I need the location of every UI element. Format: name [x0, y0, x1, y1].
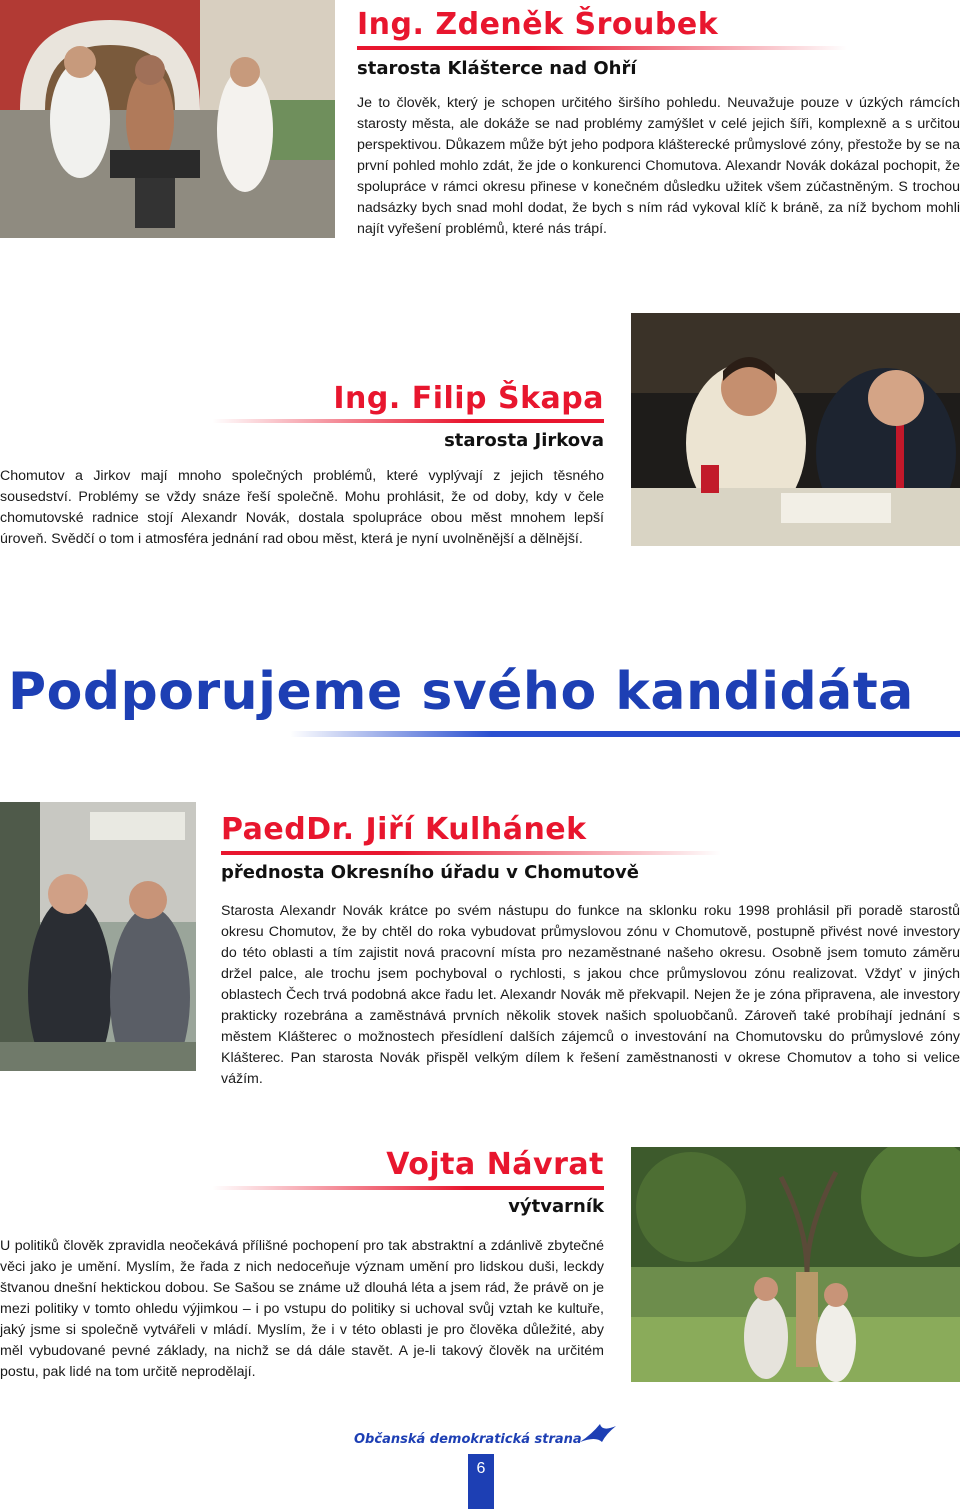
- photo-skapa-meeting: [631, 313, 960, 546]
- photo-sroubek-anvil: [0, 0, 335, 238]
- photo-kulhanek: [0, 802, 196, 1071]
- section-4-rule: [212, 1186, 604, 1190]
- section-3-text: Starosta Alexandr Novák krátce po svém nástupu do funkce na sklonku roku 1998 prohlásil při poradě starostů okresu Chomutov, že by chtěl do roka vybudovat průmyslovou zónu v Chomutově, postupně přivést nové investory do této oblasti a tím zajistit nová pracovní místa pro nezaměstnané našeho okresu. Osobně jsem tomuto záměru držel palce, ale trochu jsem pochyboval o rychlosti, s jakou chce průmyslovou zónu realizovat. Vždyť v jiných oblastech Čech trvá podobná akce řadu let. Alexandr Novák mě překvapil. Nejen že je zóna připravena, ale investory prakticky rozebrána a zaměstnává prvních několik stovek našich spoluobčanů. Zároveň také probíhají jednání s městem Klášterec o možnostech přesídlení dalších zájemců o investování na Chomutovsku do průmyslové zóny Klášterec. Pan starosta Novák přispěl velkým dílem k řešení zaměstnanosti v okrese Chomutov a toho si velice vážím.: [221, 903, 960, 1087]
- section-4-role: výtvarník: [508, 1196, 604, 1217]
- section-3-rule: [221, 851, 721, 855]
- section-2-role: starosta Jirkova: [444, 430, 604, 451]
- section-1-role: starosta Klášterce nad Ohří: [357, 58, 637, 79]
- page-number: [468, 1454, 494, 1509]
- section-1-text: Je to člověk, který je schopen určitého širšího pohledu. Neuvažuje pouze v úzkých rámcích starosty města, ale dokáže se nad problémy zamýšlet v celé jejich šíři, komplexně a s určitou perspektivou. Důkazem může být jeho podpora klášterecké průmyslové zóny, přestože by se na první pohled mohlo zdát, že jde o konkurenci Chomutova. Alexandr Novák dokázal pochopit, že spolupráce v rámci okresu přinese v konečném důsledku užitek všem zúčastněným. S trochou nadsázky bych snad mohl dodat, že bych s ním rád vykoval klíč k bráně, za níž bychom mohli najít vyřešení problémů, které nás trápí.: [357, 95, 960, 237]
- section-2-rule: [212, 419, 604, 423]
- section-3-role: přednosta Okresního úřadu v Chomutově: [221, 862, 639, 883]
- section-4-name: Vojta Návrat: [386, 1147, 604, 1182]
- section-1-rule: [357, 46, 847, 50]
- section-3-name: PaedDr. Jiří Kulhánek: [221, 812, 587, 847]
- page-number-text: 6: [476, 1460, 486, 1477]
- headline-rule: [290, 731, 960, 737]
- photo-navrat-sculpture: [631, 1147, 960, 1382]
- ods-bird-logo-icon: [578, 1420, 618, 1446]
- section-2-name: Ing. Filip Škapa: [333, 381, 604, 416]
- section-1-name: Ing. Zdeněk Šroubek: [357, 7, 719, 42]
- headline: Podporujeme svého kandidáta: [8, 662, 914, 722]
- section-2-text: Chomutov a Jirkov mají mnoho společných problémů, které vyplývají z jejich těsného sousedství. Problémy se vždy snáze řeší společně. Mohu prohlásit, že od doby, kdy v čele chomutovské radnice stojí Alexandr Novák, dostala spolupráce obou měst mnohem lepší úroveň. Svědčí o tom i atmosféra jednání rad obou měst, která je nyní uvolněnější a dělnější.: [0, 468, 604, 547]
- ods-logo-text: Občanská demokratická strana: [354, 1432, 582, 1447]
- section-4-text: U politiků člověk zpravidla neočekává přílišné pochopení pro tak abstraktní a zdánlivě zbytečné věci jako je umění. Myslím, že řada z nich nedoceňuje význam umění pro lidskou duši, leckdy štvanou dnešní hektickou dobou. Se Sašou se známe už dlouhá léta a jsem rád, že právě on je mezi politiky v tomto ohledu výjimkou – i po vstupu do politiky si uchoval svůj vztah ke kultuře, jaký jsme si společně vytvářeli v mládí. Myslím, že i v této oblasti je pro člověka důležité, aby měl vybudované pevné základy, na nichž se dá dále stavět. A je-li takový člověk na určitém postu, pak lidé na tom určitě neprodělají.: [0, 1238, 604, 1380]
